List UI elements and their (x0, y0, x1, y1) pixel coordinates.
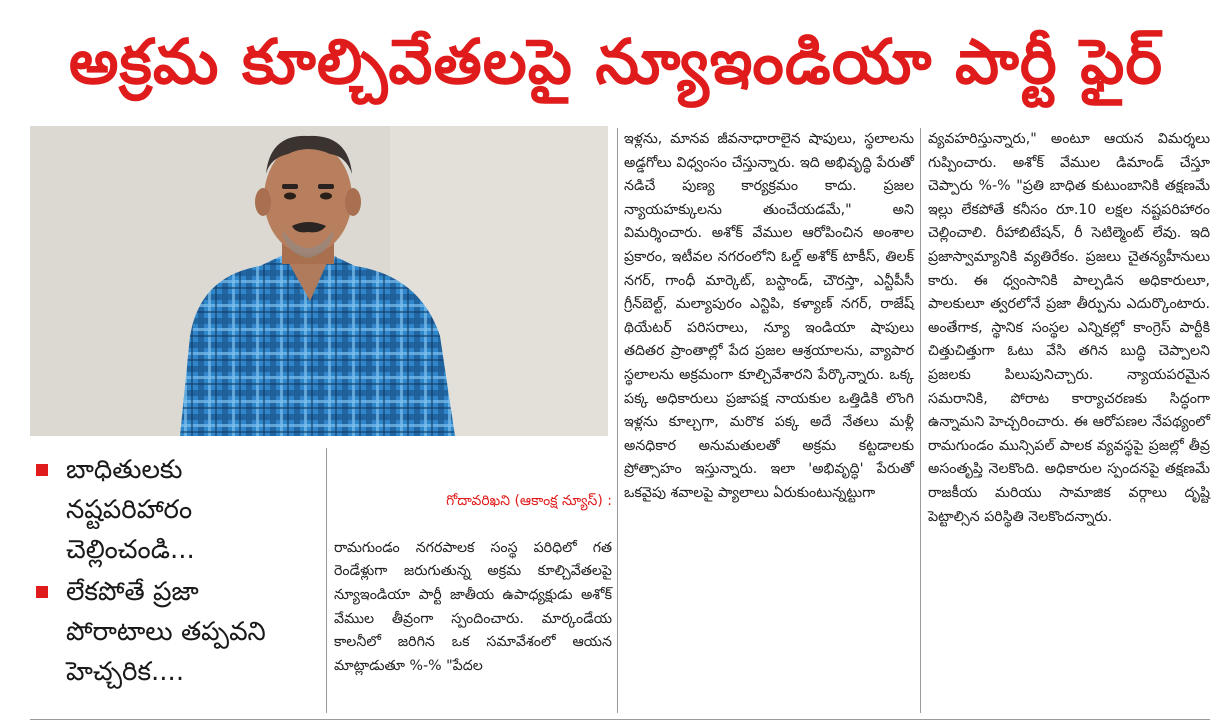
bullet-text: బాధితులకు నష్టపరిహారం చెల్లించండి... (66, 455, 195, 565)
column-divider (617, 128, 618, 713)
column-divider (326, 448, 327, 713)
portrait-illustration (30, 126, 608, 436)
bottom-rule (30, 719, 1210, 720)
bullet-item (34, 572, 324, 692)
article-column-3: వ్యవహరిస్తున్నారు," అంటూ ఆయన విమర్శలు గుప్పించారు. అశోక్ వేముల డిమాండ్ చేస్తూ చెప్పారు %-% "ప్రతి బాధిత కుటుంబానికి తక్షణమే ఇల్లు లేకపోతే కనీసం రూ.10 లక్షల నష్టపరిహారం చెల్లించాలి. రీహాబిటేషన్, రీ సెటిల్మెంట్ లేవు. ఇది ప్రజాస్వామ్యానికి వ్యతిరేకం. ప్రజలు చైతన్యహీనులు కారు. ఈ ధ్వంసానికి పాల్పడిన అధికారులూ, పాలకులూ త్వరలోనే ప్రజా తీర్పును ఎదుర్కొంటారు. అంతేగాక, స్థానిక సంస్థల ఎన్నికల్లో కాంగ్రెస్ పార్టీకి చిత్తుచిత్తుగా ఓటు వేసి తగిన బుద్ధి చెప్పాలని ప్రజలకు పిలుపునిచ్చారు. న్యాయపరమైన సమరానికి, పోరాట కార్యాచరణకు సిద్ధంగా ఉన్నామని హెచ్చరించారు. ఈ ఆరోపణల నేపథ్యంలో రామగుండం మున్సిపల్ పాలక వ్యవస్థపై ప్రజల్లో తీవ్ర అసంతృప్తి నెలకొంది. అధికారుల స్పందనపై తక్షణమే రాజకీయ మరియు సామాజిక వర్గాలు దృష్టి పెట్టాల్సిన పరిస్థితి నెలకొందన్నారు. (928, 131, 1210, 525)
bullet-item (34, 450, 324, 570)
portrait-photo (30, 126, 608, 436)
column-divider (920, 128, 921, 713)
bullet-text: లేకపోతే ప్రజా పోరాటాలు తప్పవని హెచ్చరిక.... (66, 577, 266, 687)
red-square-icon (36, 586, 48, 598)
red-square-icon (36, 464, 48, 476)
headline: అక్రమ కూల్చివేతలపై న్యూఇండియా పార్టీ ఫైర్ (68, 25, 1164, 98)
dateline: గోదావరిఖని (ఆకాంక్ష న్యూస్) : (446, 492, 612, 509)
article-column-2: ఇళ్లను, మానవ జీవనాధారాలైన షాపులు, స్థలాలను అడ్డగోలు విధ్వంసం చేస్తున్నారు. ఇది అభివృద్ధి పేరుతో నడిచే పుణ్య కార్యక్రమం కాదు. ప్రజల న్యాయహక్కులను తుంచేయడమే," అని విమర్శించారు. అశోక్ వేముల ఆరోపించిన అంశాల ప్రకారం, ఇటీవల నగరంలోని ఓల్డ్ అశోక్ టాకీస్, తిలక్ నగర్, గాంధీ మార్కెట్, బస్టాండ్, చౌరస్తా, ఎన్టీపీసీ గ్రీన్‌బెల్ట్, మల్యాపురం ఎన్టిపి, కళ్యాణ్ నగర్, రాజేష్ థియేటర్ పరిసరాలు, న్యూ ఇండియా షాపులు తదితర ప్రాంతాల్లో పేద ప్రజల ఆశ్రయాలను, వ్యాపార స్థలాలను అక్రమంగా కూల్చివేశారని పేర్కొన్నారు. ఒక్క పక్క అధికారులు ప్రజాపక్ష నాయకుల ఒత్తిడికి లొంగి ఇళ్లను కూల్చగా, మరొక పక్క అదే నేతలు మళ్లీ అనధికార అనుమతులతో అక్రమ కట్టడాలకు ప్రోత్సాహం ఇస్తున్నారు. ఇలా 'అభివృద్ధి' పేరుతో ఒకవైపు శవాలపై ప్యాలాలు ఏరుకుంటున్నట్టుగా (624, 131, 914, 501)
article-column-1 (334, 466, 612, 678)
column-1-text: రామగుండం నగరపాలక సంస్థ పరిధిలో గత రెండేళ్లుగా జరుగుతున్న అక్రమ కూల్చివేతలపై న్యూఇండియా పార్టీ జాతీయ ఉపాధ్యక్షుడు అశోక్ వేముల తీవ్రంగా స్పందించారు. మార్కండేయ కాలనీలో జరిగిన ఒక సమావేశంలో ఆయన మాట్లాడుతూ %-% "పేదల (334, 539, 612, 674)
highlight-bullets (34, 450, 324, 694)
